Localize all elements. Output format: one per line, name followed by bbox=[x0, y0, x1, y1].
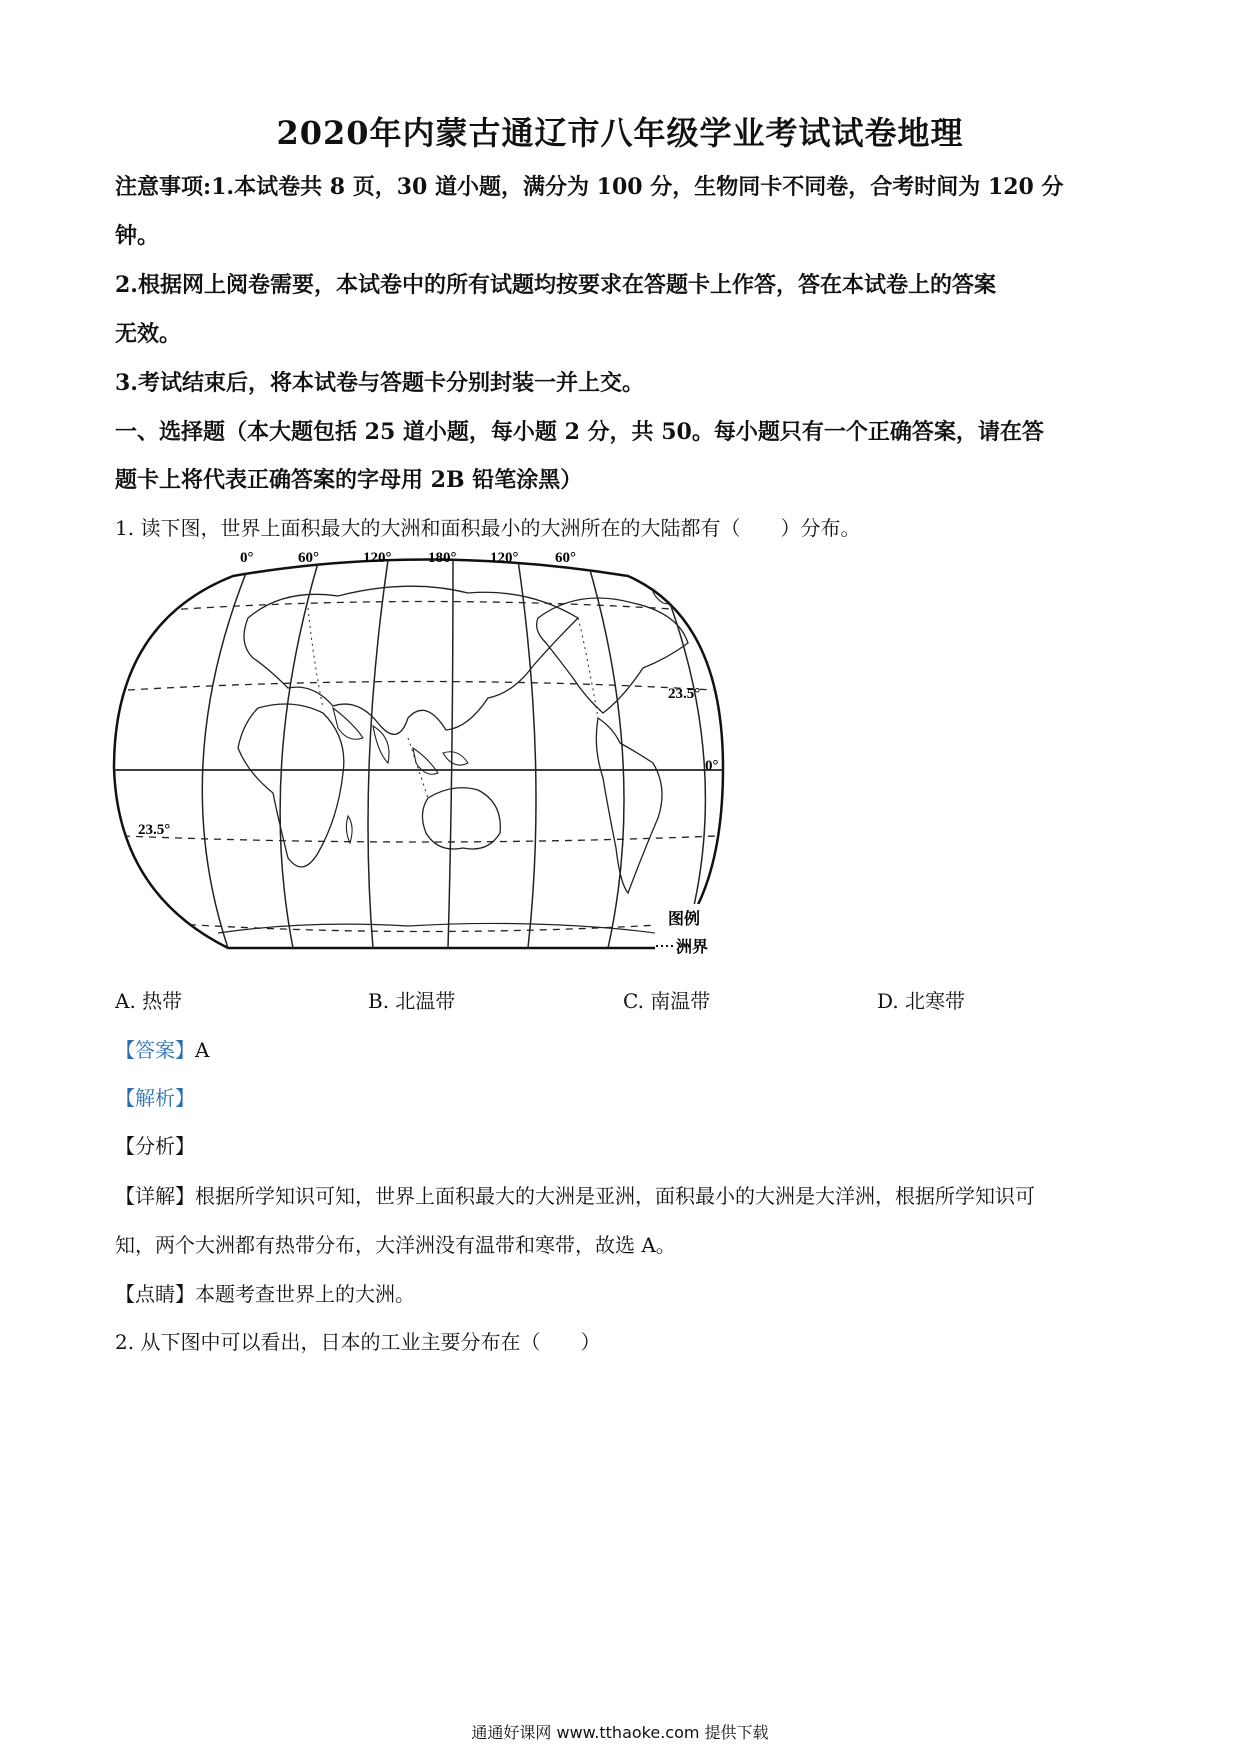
dianjing-line: 【点睛】本题考查世界上的大洲。 bbox=[115, 1282, 415, 1306]
notes-line-1b: 钟。 bbox=[115, 223, 160, 249]
option-c[interactable]: C. 南温带 bbox=[623, 989, 711, 1013]
section-heading-b: 题卡上将代表正确答案的字母用 2B 铅笔涂黑） bbox=[115, 467, 583, 493]
notes-line-3: 3.考试结束后，将本试卷与答题卡分别封装一并上交。 bbox=[115, 370, 644, 396]
lon-label-120: 120° bbox=[363, 550, 392, 566]
answer-value: A bbox=[195, 1038, 210, 1062]
option-a[interactable]: A. 热带 bbox=[115, 989, 183, 1013]
option-b[interactable]: B. 北温带 bbox=[368, 989, 456, 1013]
lat-label-equator: 0° bbox=[705, 758, 719, 774]
detail-line-b: 知，两个大洲都有热带分布，大洋洲没有温带和寒带，故选 A。 bbox=[115, 1233, 676, 1257]
page-title: 2020年内蒙古通辽市八年级学业考试试卷地理 bbox=[276, 114, 964, 152]
detail-line-a: 【详解】根据所学知识可知，世界上面积最大的大洲是亚洲，面积最小的大洲是大洋洲，根据所学知识可 bbox=[115, 1184, 1035, 1208]
legend-item-label: 洲界 bbox=[676, 939, 709, 956]
legend-title: 图例 bbox=[668, 911, 701, 928]
notes-line-1a: 注意事项:1.本试卷共 8 页，30 道小题，满分为 100 分，生物同卡不同卷，合考时间为 120 分 bbox=[115, 174, 1064, 200]
notes-line-2a: 2.根据网上阅卷需要，本试卷中的所有试题均按要求在答题卡上作答，答在本试卷上的答案 bbox=[115, 272, 996, 298]
lon-label-0: 0° bbox=[240, 550, 254, 566]
notes-line-2b: 无效。 bbox=[115, 321, 182, 347]
answer-tag: 【答案】 bbox=[115, 1038, 195, 1062]
world-map-figure bbox=[108, 548, 738, 968]
analysis-tag: 【解析】 bbox=[115, 1086, 195, 1110]
answer-line bbox=[115, 1034, 209, 1063]
page-footer: 通通好课网 www.tthaoke.com 提供下载 bbox=[471, 1723, 769, 1742]
lon-label-60: 60° bbox=[298, 550, 319, 566]
lon-label-180: 180° bbox=[428, 550, 457, 566]
question-2-stem: 2. 从下图中可以看出，日本的工业主要分布在（ ） bbox=[115, 1330, 601, 1354]
lon-label-60w: 60° bbox=[555, 550, 576, 566]
fenxi-tag: 【分析】 bbox=[115, 1134, 195, 1158]
section-heading-a: 一、选择题（本大题包括 25 道小题，每小题 2 分，共 50。每小题只有一个正确答案，请在答 bbox=[115, 419, 1044, 445]
lat-label-tropic-north: 23.5° bbox=[668, 686, 701, 702]
question-1-stem: 1. 读下图，世界上面积最大的大洲和面积最小的大洲所在的大陆都有（ ）分布。 bbox=[115, 516, 861, 540]
lat-label-tropic-south: 23.5° bbox=[138, 822, 171, 838]
option-d[interactable]: D. 北寒带 bbox=[877, 989, 966, 1013]
lon-label-120w: 120° bbox=[490, 550, 519, 566]
map-frame bbox=[114, 560, 723, 949]
